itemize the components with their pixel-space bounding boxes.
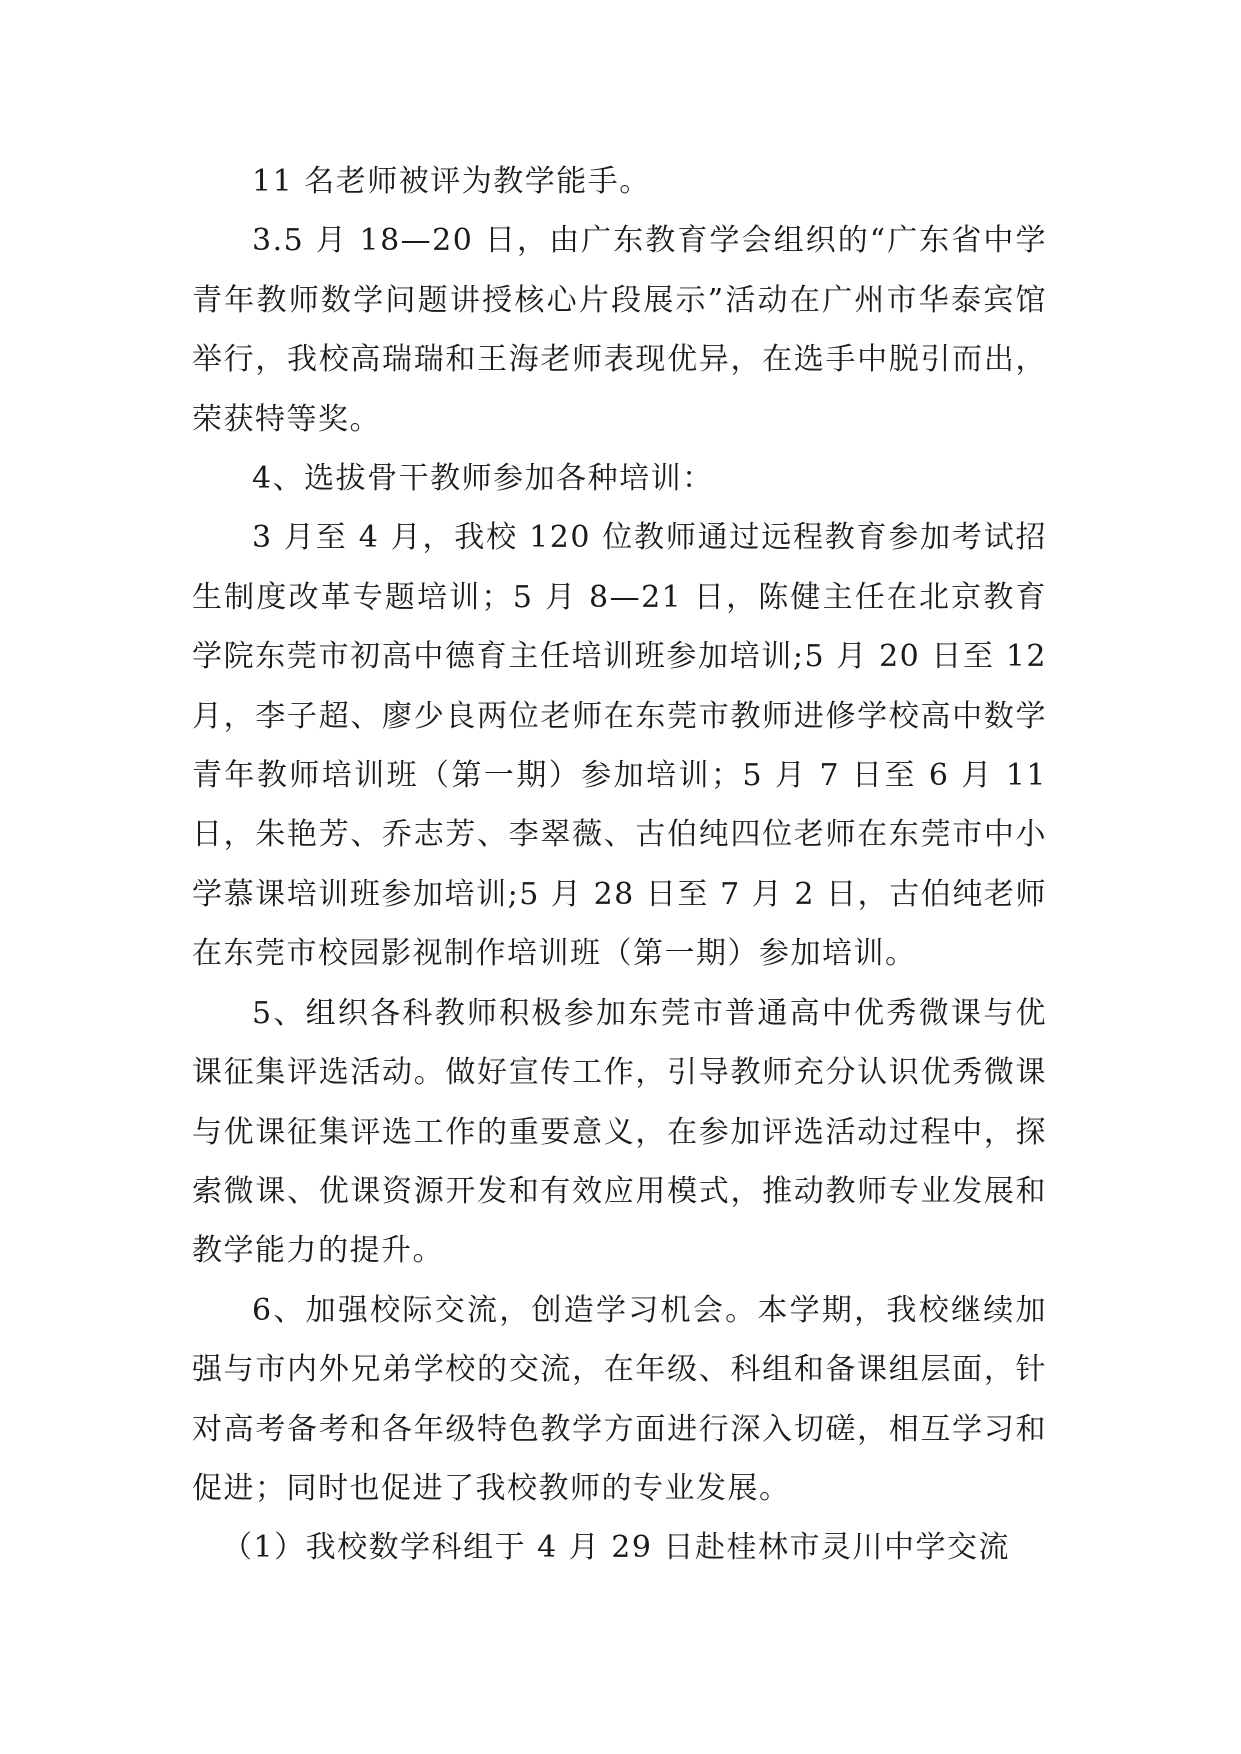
- document-page: [192, 152, 1047, 1578]
- paragraph-subitem-1-math: （1）我校数学科组于 4 月 29 日赴桂林市灵川中学交流: [222, 1530, 1010, 1566]
- paragraph-teaching-experts: 11 名老师被评为教学能手。: [252, 164, 651, 199]
- paragraph-training-details: 3 月至 4 月，我校 120 位教师通过远程教育参加考试招生制度改革专题培训；5 月 8—21 日，陈健主任在北京教育学院东莞市初高中德育主任培训班参加培训;5 月 20 日至 12 月，李子超、廖少良两位老师在东莞市教师进修学校高中数学青年教师培训班（第一期）参加培训；5 月 7 日至 6 月 11 日，朱艳芳、乔志芳、李翠薇、古伯纯四位老师在东莞市中小学慕课培训班参加培训;5 月 28 日至 7 月 2 日，古伯纯老师在东莞市校园影视制作培训班（第一期）参加培训。: [192, 520, 1047, 972]
- paragraph-item-3-award: 3.5 月 18—20 日，由广东教育学会组织的“广东省中学青年教师数学问题讲授核心片段展示”活动在广州市华泰宾馆举行，我校高瑞瑞和王海老师表现优异，在选手中脱引而出，荣获特等奖。: [192, 223, 1047, 437]
- paragraph-item-4-heading: 4、选拔骨干教师参加各种培训：: [252, 461, 714, 497]
- paragraph-item-6-exchange: 6、加强校际交流，创造学习机会。本学期，我校继续加强与市内外兄弟学校的交流，在年级、科组和备课组层面，针对高考备考和各年级特色教学方面进行深入切磋，相互学习和促进；同时也促进了我校教师的专业发展。: [192, 1292, 1047, 1506]
- paragraph-item-5-microlesson: 5、组织各科教师积极参加东莞市普通高中优秀微课与优课征集评选活动。做好宣传工作，引导教师充分认识优秀微课与优课征集评选工作的重要意义，在参加评选活动过程中，探索微课、优课资源开发和有效应用模式，推动教师专业发展和教学能力的提升。: [192, 995, 1047, 1269]
